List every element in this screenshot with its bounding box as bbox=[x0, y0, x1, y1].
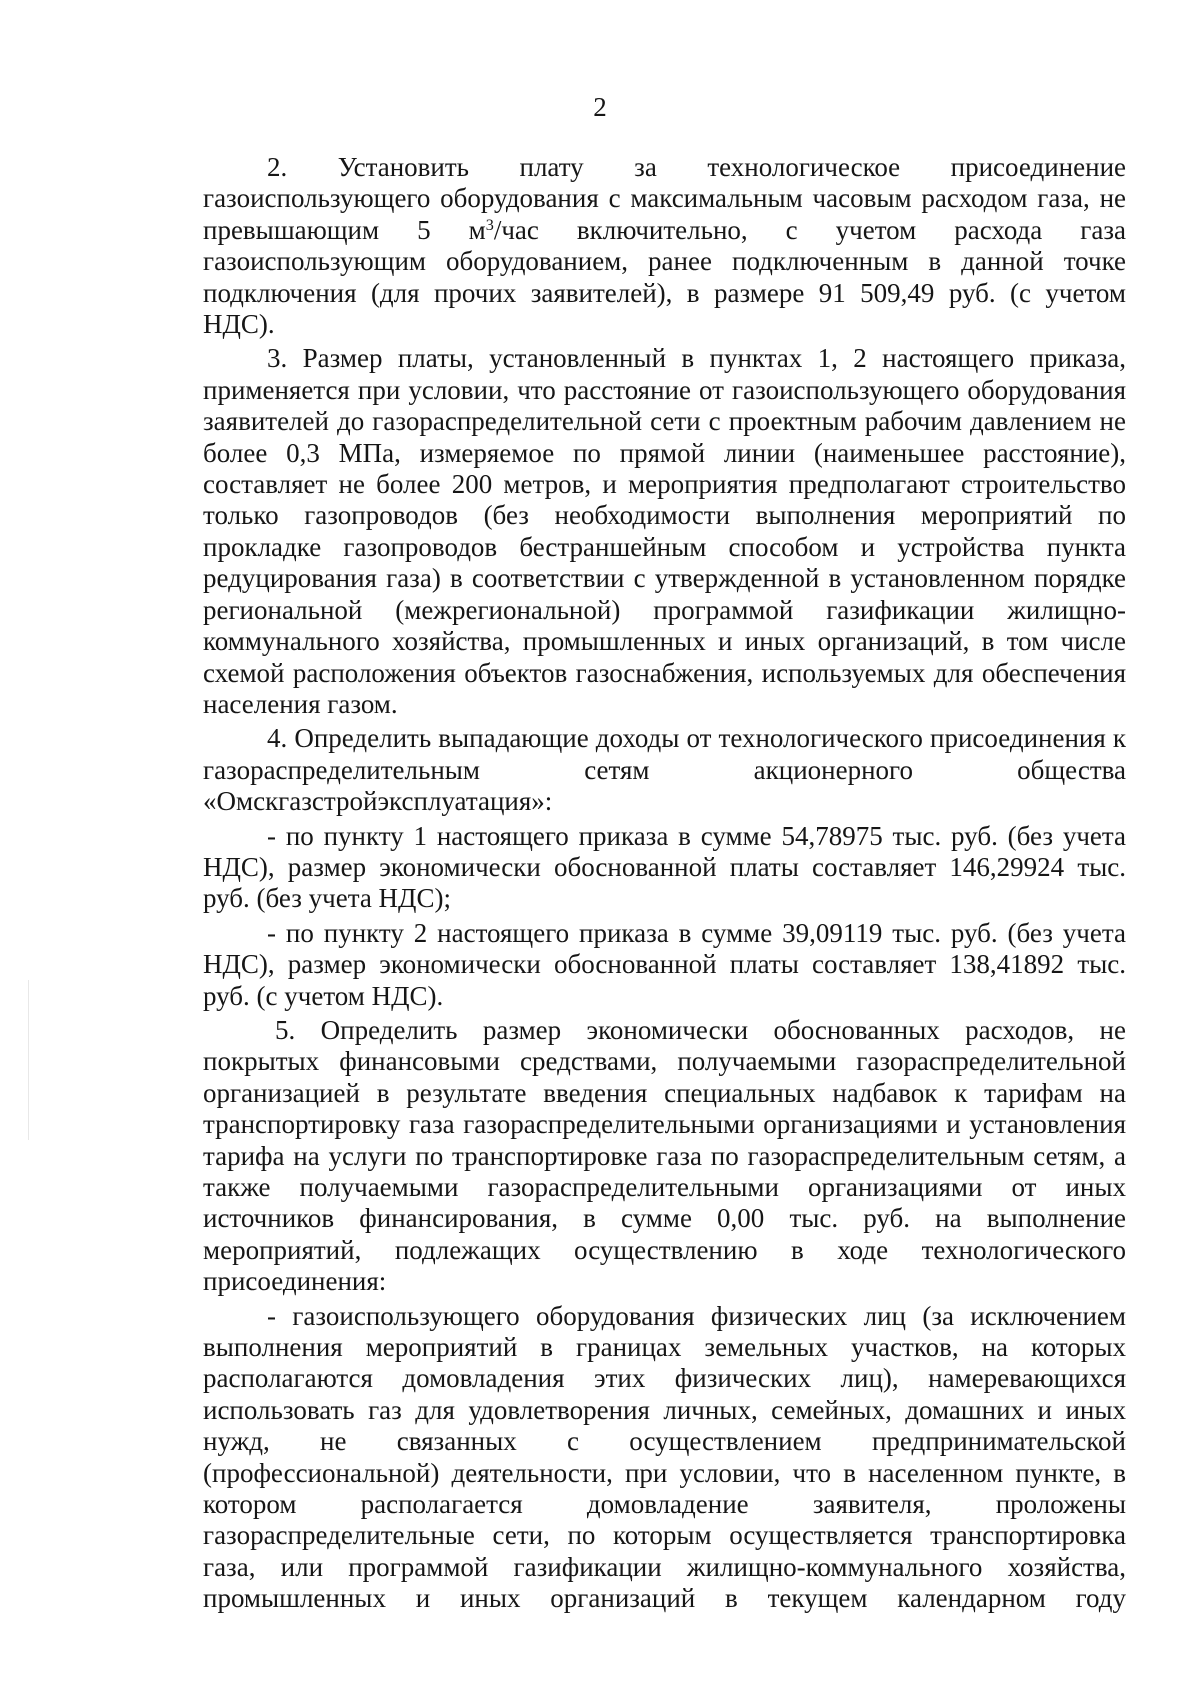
paragraph-text: - газоиспользующего оборудования физических лиц (за исключением выполнения мероприятий в границах земельных участков, на которых располагаются домовладения этих физических лиц), намеревающихся использовать газ для удовлетворения личных, семейных, домашних и иных нужд, не связанных с осуществлением предпринимательской (профессиональной) деятельности, при условии, что в населенном пункте, в котором располагается домовладение заявителя, проложены газораспределительные сети, по которым осуществляется транспортировка газа, или программой газификации жилищно-коммунального хозяйства, промышленных и иных организаций в текущем календарном году bbox=[203, 1300, 1126, 1614]
paragraph-text: 4. Определить выпадающие доходы от технологического присоединения к газораспределительным сетям акционерного общества «Омскгазстройэксплуатация»: bbox=[203, 723, 1126, 817]
paragraph-text: /час включительно, с учетом расхода газа газоиспользующим оборудованием, ранее подключенным в данной точке подключения (для прочих заявителей), в размере 91 509,49 руб. (с учетом НДС). bbox=[203, 214, 1127, 340]
list-item-point-2 bbox=[203, 918, 1126, 1012]
superscript-text: 3 bbox=[485, 215, 494, 234]
paragraph-text: - по пункту 1 настоящего приказа в сумме 54,78975 тыс. руб. (без учета НДС), размер экономически обоснованной платы составляет 146,29924 тыс. руб. (без учета НДС); bbox=[203, 820, 1126, 914]
scan-mark bbox=[28, 980, 29, 1140]
page-number: 2 bbox=[593, 92, 607, 122]
paragraph-text: 3. Размер платы, установленный в пунктах 1, 2 настоящего приказа, применяется при условии, что расстояние от газоиспользующего оборудования заявителей до газораспределительной сети с проектным рабочим давлением не более 0,3 МПа, измеряемое по прямой линии (наименьшее расстояние), составляет не более 200 метров, и мероприятия предполагают строительство только газопроводов (без необходимости выполнения мероприятий по прокладке газопроводов бестраншейным способом и устройства пункта редуцирования газа) в соответствии с утвержденной в установленном порядке региональной (межрегиональной) программой газификации жилищно-коммунального хозяйства, промышленных и иных организаций, в том числе схемой расположения объектов газоснабжения, используемых для обеспечения населения газом. bbox=[203, 343, 1126, 719]
document-body bbox=[203, 152, 1126, 1615]
paragraph-text: 2. Установить плату за технологическое присоединение газоиспользующего оборудования с максимальным часовым расходом газа, не превышающим 5 м bbox=[203, 152, 1126, 245]
list-item-physical-persons bbox=[203, 1301, 1126, 1615]
paragraph-item-2 bbox=[203, 152, 1126, 340]
paragraph-text: - по пункту 2 настоящего приказа в сумме 39,09119 тыс. руб. (без учета НДС), размер экономически обоснованной платы составляет 138,41892 тыс. руб. (с учетом НДС). bbox=[203, 917, 1126, 1011]
list-item-point-1 bbox=[203, 821, 1126, 915]
paragraph-item-5 bbox=[203, 1015, 1126, 1298]
paragraph-text: 5. Определить размер экономически обоснованных расходов, не покрытых финансовыми средствами, получаемыми газораспределительной организацией в результате введения специальных надбавок к тарифам на транспортировку газа газораспределительными организациями и установления тарифа на услуги по транспортировке газа по газораспределительным сетям, а также получаемыми газораспределительными организациями от иных источников финансирования, в сумме 0,00 тыс. руб. на выполнение мероприятий, подлежащих осуществлению в ходе технологического присоединения: bbox=[203, 1014, 1126, 1297]
paragraph-item-3 bbox=[203, 343, 1126, 720]
paragraph-item-4 bbox=[203, 723, 1126, 817]
